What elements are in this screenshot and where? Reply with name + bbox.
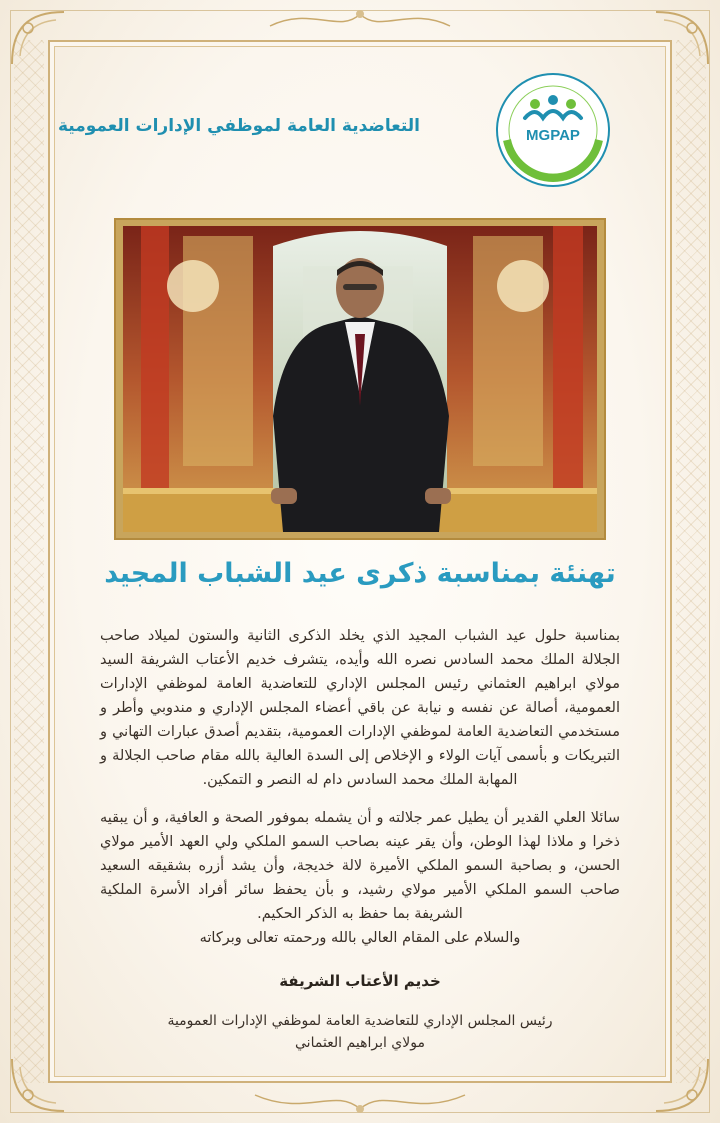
signer-name: مولاي ابراهيم العثماني <box>295 1035 425 1051</box>
body-paragraph-2: سائلا العلي القدير أن يطيل عمر جلالته و أن يشمله بموفور الصحة و العافية، و أن يبقيه ذخرا و ملاذا لهذا الوطن، وأن يقر عينه بصاحب السمو الملكي ولي العهد الأمير مولاي الحسن، و بصاحبة السمو الملكي الأميرة لالة خديجة، وأن يشد أزره بشقيقه السعيد صاحب السمو الملكي الأمير مولاي رشيد، و بأن يحفظ سائر أفراد الأسرة الملكية الشريفة بما حفظ به الذكر الحكيم. <box>100 810 620 922</box>
mgpap-logo <box>493 70 613 192</box>
logo-text: MGPAP <box>526 127 580 144</box>
organization-name: التعاضدية العامة لموظفي الإدارات العمومية <box>57 116 420 136</box>
corner-ornament-icon <box>652 1055 712 1115</box>
corner-ornament-icon <box>652 8 712 68</box>
signer-role: رئيس المجلس الإداري للتعاضدية العامة لموظفي الإدارات العمومية <box>167 1013 553 1029</box>
signer-title: خديم الأعتاب الشريفة <box>279 972 441 990</box>
bottom-ornament-icon <box>245 1083 475 1119</box>
closing-salutation: والسلام على المقام العالي بالله ورحمته تعالى وبركاته <box>199 930 521 946</box>
top-ornament-icon <box>260 6 460 36</box>
portrait-photo <box>123 226 597 532</box>
headline: تهنئة بمناسبة ذكرى عيد الشباب المجيد <box>104 558 616 589</box>
corner-ornament-icon <box>8 8 68 68</box>
portrait-photo-frame <box>114 218 606 540</box>
corner-ornament-icon <box>8 1055 68 1115</box>
signer-block <box>0 1010 720 1054</box>
body-paragraph-1: بمناسبة حلول عيد الشباب المجيد الذي يخلد الذكرى الثانية والستون لميلاد صاحب الجلالة الملك محمد السادس نصره الله وأيده، يتشرف خديم الأعتاب الشريفة السيد مولاي ابراهيم العثماني رئيس المجلس الإداري للتعاضدية العامة لموظفي الإدارات العمومية، أصالة عن نفسه و نيابة عن باقي أعضاء المجلس الإداري و مندوبي وأطر و مستخدمي التعاضدية العامة لموظفي الإدارات العمومية، بتقديم أصدق عبارات التهاني و التبريكات و بأسمى آيات الولاء و الإخلاص إلى السدة العالية بالله مقام صاحب الجلالة و المهابة الملك محمد السادس دام له النصر و التمكين. <box>100 628 620 788</box>
